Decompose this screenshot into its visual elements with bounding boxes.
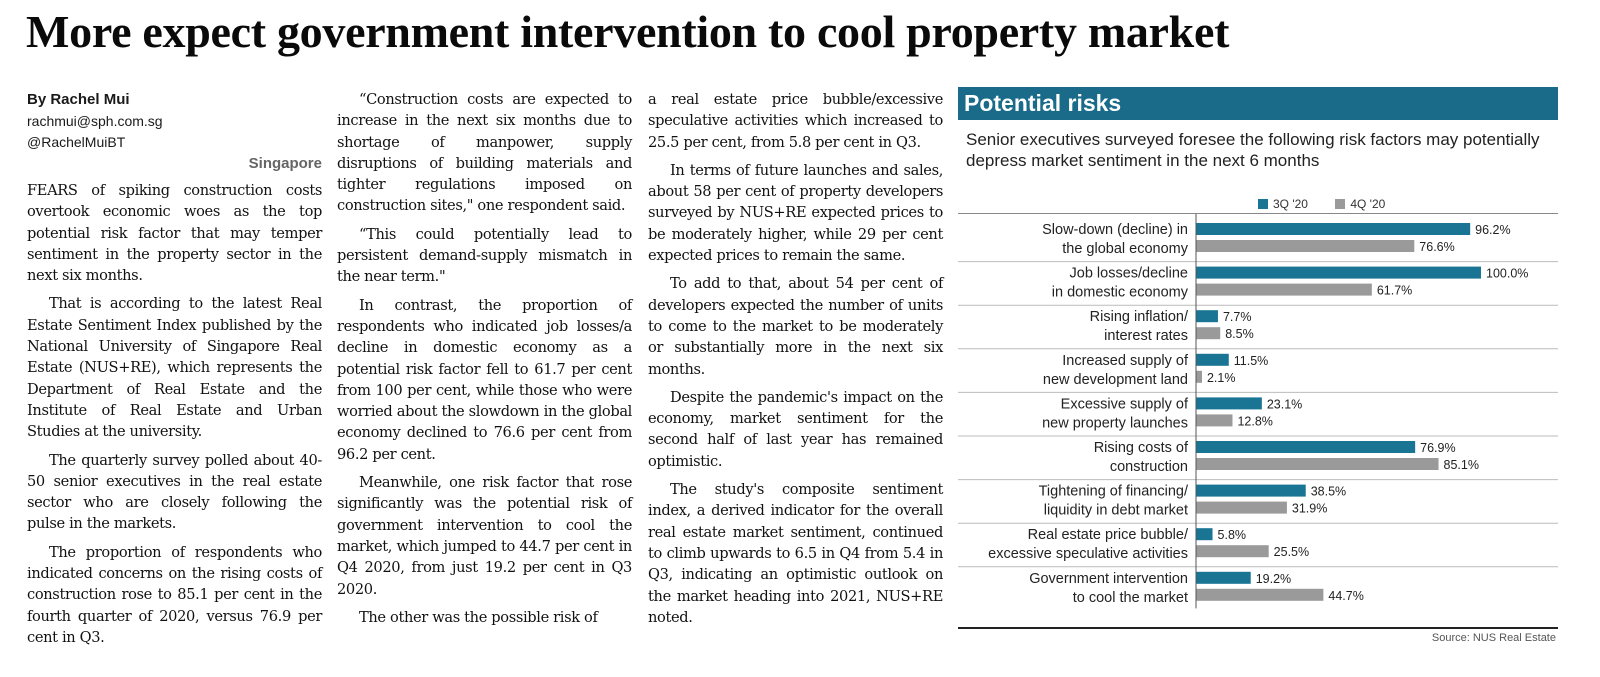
panel-title: Potential risks xyxy=(958,87,1558,120)
bar-value-label: 31.9% xyxy=(1291,501,1328,516)
bar-value-label: 25.5% xyxy=(1273,545,1310,560)
bar-3q xyxy=(1196,441,1415,453)
article-paragraph: The quarterly survey polled about 40-50 senior executives in the real estate sector who are closely following the pulse in the markets. xyxy=(27,451,322,533)
category-label: Rising costs of xyxy=(1093,440,1188,456)
category-label: Real estate price bubble/ xyxy=(1027,527,1188,544)
bar-value-label: 76.9% xyxy=(1420,441,1456,455)
article-column-3 xyxy=(648,89,943,635)
chart-legend xyxy=(1258,197,1409,211)
bar-value-label: 23.1% xyxy=(1266,397,1303,412)
panel-subtitle: Senior executives surveyed foresee the following risk factors may potentially depress market sentiment in the next 6 months xyxy=(966,130,1540,170)
category-label: the global economy xyxy=(1062,241,1188,257)
byline-handle[interactable]: @RachelMuiBT xyxy=(27,134,126,150)
legend-label: 4Q '20 xyxy=(1350,197,1386,211)
bar-value-label: 12.8% xyxy=(1237,414,1273,429)
bar-4q xyxy=(1196,284,1372,296)
bar-4q xyxy=(1196,502,1287,514)
bar-value-label: 100.0% xyxy=(1486,266,1529,281)
category-label: to cool the market xyxy=(1072,589,1188,606)
article-paragraph: “Construction costs are expected to increase in the next six months due to shortage of manpower, supply disruptions of building materials and tighter regulations imposed on construction sites," one respondent said. xyxy=(337,91,632,215)
panel-bottom-rule xyxy=(958,627,1558,629)
bar-value-label: 96.2% xyxy=(1475,223,1511,237)
category-label: Excessive supply of xyxy=(1060,396,1188,413)
category-label: Tightening of financing/ xyxy=(1038,483,1188,500)
category-label: Job losses/decline xyxy=(1069,265,1188,282)
category-label: Increased supply of xyxy=(1062,352,1188,369)
article-paragraph: In contrast, the proportion of respondents who indicated job losses/a decline in domestic economy as a potential risk factor fell to 61.7 per cent from 100 per cent, while those who were worried about the slowdown in the global economy declined to 76.6 per cent from 96.2 per cent. xyxy=(337,296,632,463)
legend-swatch xyxy=(1335,199,1345,209)
category-label: in domestic economy xyxy=(1051,284,1188,301)
bar-value-label: 7.7% xyxy=(1222,310,1252,325)
legend-item-4q xyxy=(1335,197,1385,211)
bar-3q xyxy=(1196,397,1262,409)
category-label: new development land xyxy=(1042,371,1188,388)
bar-3q xyxy=(1196,572,1251,584)
category-label: liquidity in debt market xyxy=(1043,502,1188,519)
bar-4q xyxy=(1196,545,1269,557)
bar-value-label: 8.5% xyxy=(1225,327,1254,342)
legend-item-3q xyxy=(1258,197,1308,211)
bar-value-label: 76.6% xyxy=(1419,240,1455,254)
bar-4q xyxy=(1196,589,1323,601)
potential-risks-panel xyxy=(958,87,1558,627)
dateline: Singapore xyxy=(248,155,322,172)
article-paragraph: That is according to the latest Real Estate Sentiment Index published by the National University of Singapore Real Estate (NUS+RE), which represents the Department of Real Estate and the Institute of Real Estate and Urban Studies at the university. xyxy=(27,295,322,441)
bar-4q xyxy=(1196,414,1232,426)
article-paragraph: Despite the pandemic's impact on the economy, market sentiment for the second half of last year has remained optimistic. xyxy=(648,388,943,470)
bar-value-label: 38.5% xyxy=(1310,484,1347,499)
bar-3q xyxy=(1196,223,1470,235)
source-note: Source: NUS Real Estate xyxy=(1431,632,1556,644)
category-label: Government intervention xyxy=(1029,570,1188,587)
article-column-2 xyxy=(337,89,632,635)
article-paragraph: FEARS of spiking construction costs overtook economic woes as the top potential risk factor that may temper sentiment in the property sector in the next six months. xyxy=(27,182,322,285)
category-label: construction xyxy=(1109,459,1188,475)
category-label: excessive speculative activities xyxy=(988,546,1188,563)
bar-3q xyxy=(1196,267,1481,279)
bar-4q xyxy=(1196,327,1220,339)
bar-3q xyxy=(1196,485,1306,497)
bar-3q xyxy=(1196,354,1229,366)
article-paragraph: Meanwhile, one risk factor that rose significantly was the potential risk of government intervention to cool the market, which jumped to 44.7 per cent in Q4 2020, from just 19.2 per cent in Q3 2020. xyxy=(337,474,632,598)
bar-3q xyxy=(1196,310,1218,322)
legend-swatch xyxy=(1258,199,1268,209)
headline: More expect government intervention to cool property market xyxy=(26,6,1230,57)
bar-3q xyxy=(1196,528,1213,540)
article-paragraph: The proportion of respondents who indicated concerns on the rising costs of construction rose to 85.1 per cent in the fourth quarter of 2020, versus 76.9 per cent in Q3. xyxy=(27,543,322,646)
byline-email[interactable]: rachmui@sph.com.sg xyxy=(27,113,163,129)
bar-4q xyxy=(1196,371,1202,383)
byline-author: By Rachel Mui xyxy=(27,91,130,108)
article-paragraph: To add to that, about 54 per cent of developers expected the number of units to come to the market to be moderately or substantially more in the next six months. xyxy=(648,275,943,378)
category-label: new property launches xyxy=(1042,415,1188,432)
article-paragraph: The other was the possible risk of xyxy=(359,608,598,626)
bar-value-label: 11.5% xyxy=(1233,353,1269,368)
bar-4q xyxy=(1196,458,1439,470)
category-label: interest rates xyxy=(1104,328,1188,345)
bar-4q xyxy=(1196,240,1414,252)
category-label: Slow-down (decline) in xyxy=(1042,222,1188,238)
article-column-1 xyxy=(27,180,322,655)
article-paragraph: The study's composite sentiment index, a derived indicator for the overall real estate market sentiment, continued to climb upwards to 6.5 in Q4 from 5.4 in Q3, indicating an optimistic outlook on the market heading into 2021, NUS+RE noted. xyxy=(648,481,943,626)
category-label: Rising inflation/ xyxy=(1089,309,1188,326)
byline xyxy=(27,89,322,175)
risk-bar-chart xyxy=(958,214,1558,626)
legend-label: 3Q '20 xyxy=(1273,197,1308,211)
bar-value-label: 85.1% xyxy=(1443,458,1479,472)
bar-value-label: 2.1% xyxy=(1206,370,1236,385)
article-paragraph: “This could potentially lead to persistent demand-supply mismatch in the near term." xyxy=(337,225,632,286)
bar-value-label: 61.7% xyxy=(1376,283,1413,298)
bar-value-label: 44.7% xyxy=(1328,588,1364,603)
chart-area xyxy=(958,213,1558,634)
bar-value-label: 19.2% xyxy=(1255,571,1292,586)
article-paragraph: In terms of future launches and sales, about 58 per cent of property developers surveyed by NUS+RE expected prices to be moderately higher, while 29 per cent expected prices to remain the same. xyxy=(648,161,943,265)
article-paragraph: a real estate price bubble/excessive speculative activities which increased to 25.5 per cent, from 5.8 per cent in Q3. xyxy=(648,91,943,151)
bar-value-label: 5.8% xyxy=(1217,528,1247,543)
